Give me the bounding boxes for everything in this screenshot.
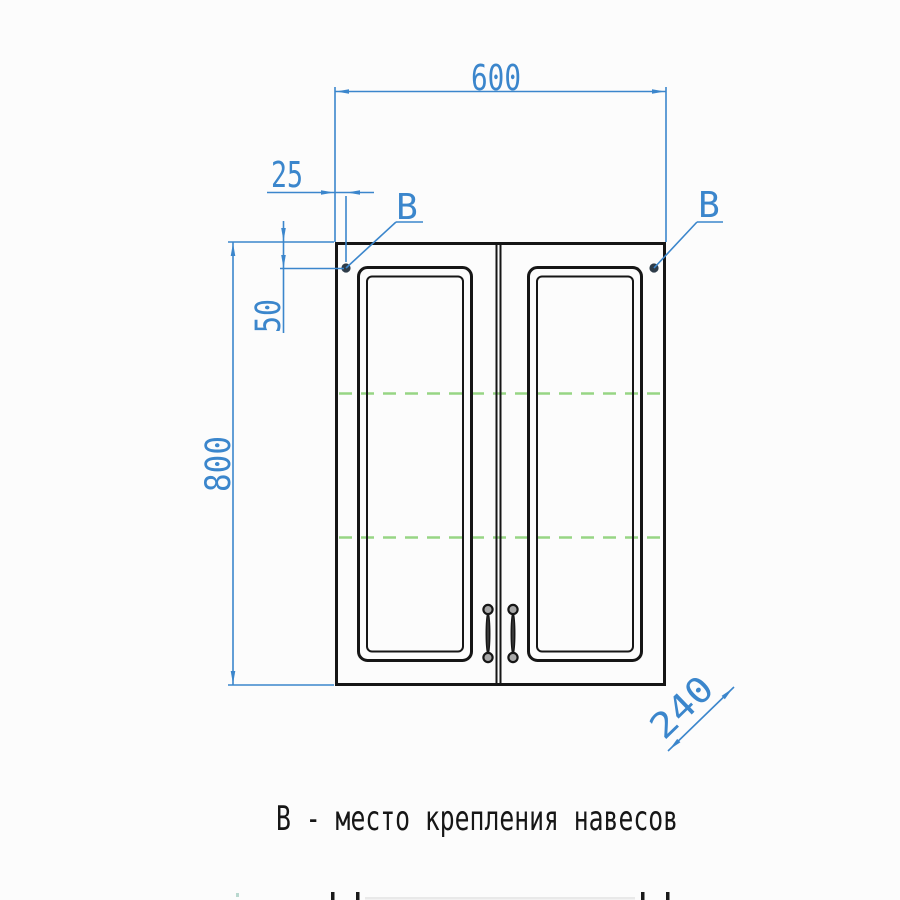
dimension-depth-value: 240 — [642, 674, 716, 748]
caption: В - место крепления навесов — [276, 799, 678, 839]
handle-knob-top — [508, 605, 517, 614]
marker-b-right-label: В — [698, 185, 720, 226]
handle-knob-bottom — [508, 653, 517, 662]
cropped-text-fragment — [666, 892, 670, 900]
cropped-text-fragment — [356, 892, 360, 900]
dimension-hanger-offset-y-value: 50 — [249, 290, 289, 333]
handle-knob-bottom — [483, 653, 492, 662]
dimension-hanger-offset-x-value: 25 — [271, 155, 303, 196]
dimension-width-value: 600 — [471, 58, 521, 99]
cropped-text-fragment — [236, 893, 239, 897]
handle-spindle — [511, 612, 514, 655]
cropped-text-fragment — [365, 897, 635, 900]
handle-knob-top — [483, 605, 492, 614]
handle-spindle — [486, 612, 489, 655]
cropped-text-fragment — [641, 892, 645, 900]
marker-b-left-label: В — [396, 187, 418, 228]
dimension-height-value: 800 — [199, 428, 239, 492]
cropped-text-fragment — [331, 892, 335, 900]
